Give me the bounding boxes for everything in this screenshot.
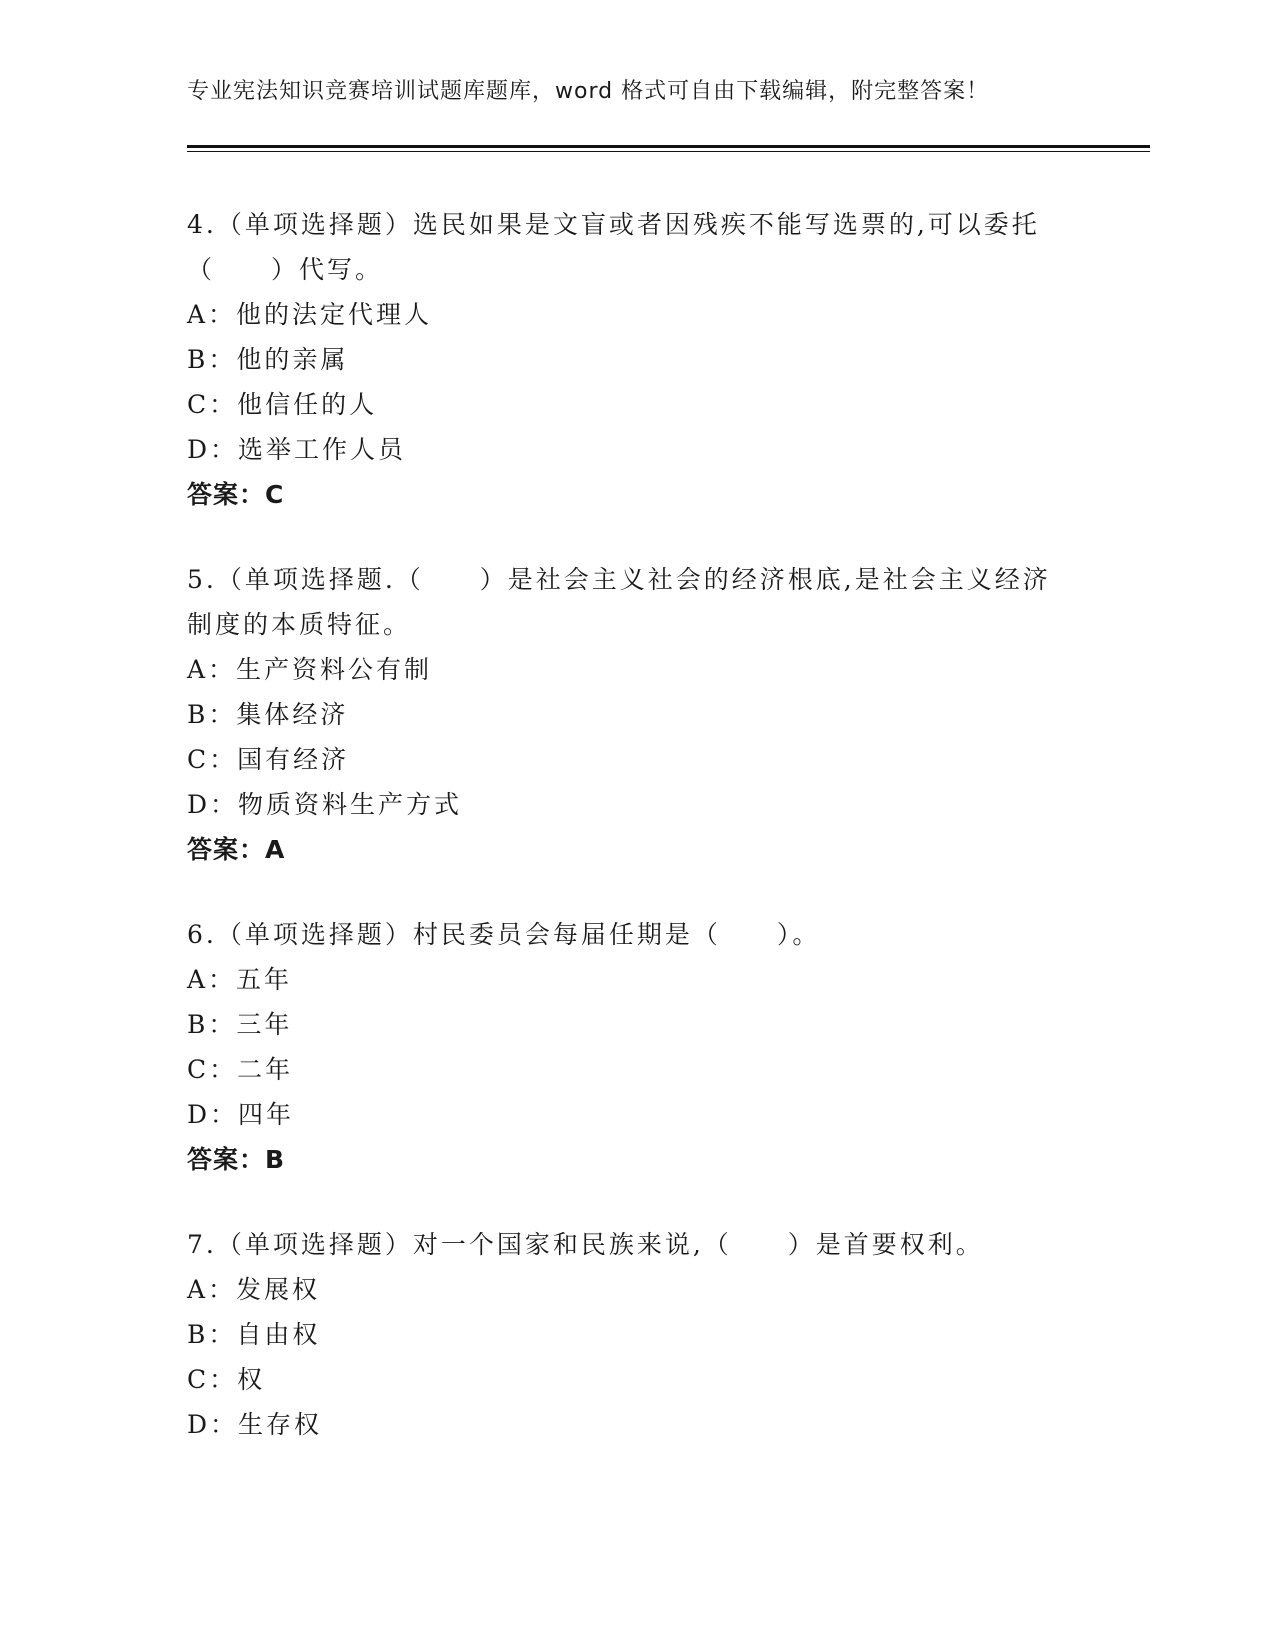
option-d: D：物质资料生产方式 [187, 790, 463, 819]
option-b: B：三年 [187, 1010, 293, 1039]
option-c: C：二年 [187, 1055, 294, 1084]
option-c: C：权 [187, 1365, 266, 1394]
answer: 答案：B [187, 1145, 286, 1174]
question-stem-continued: 制度的本质特征。 [187, 610, 412, 639]
option-d: D：四年 [187, 1100, 295, 1129]
option-a: A：五年 [187, 965, 293, 994]
option-d: D：生存权 [187, 1410, 323, 1439]
question-stem: 5.（单项选择题.（ ）是社会主义社会的经济根底,是社会主义经济 [187, 565, 1051, 594]
header-rule-thin [187, 151, 1150, 152]
option-a: A：生产资料公有制 [187, 655, 433, 684]
page-header: 专业宪法知识竞赛培训试题库题库，word 格式可自由下载编辑，附完整答案！ [187, 79, 990, 104]
header-rule-thick [187, 145, 1150, 148]
option-b: B：自由权 [187, 1320, 321, 1349]
answer: 答案：A [187, 835, 286, 864]
option-a: A：发展权 [187, 1275, 321, 1304]
question-stem: 7.（单项选择题）对一个国家和民族来说,（ ）是首要权利。 [187, 1230, 984, 1259]
option-a: A：他的法定代理人 [187, 300, 433, 329]
option-c: C：他信任的人 [187, 390, 378, 419]
option-b: B：他的亲属 [187, 345, 349, 374]
question-7 [187, 1222, 1087, 1447]
question-stem-continued: （ ）代写。 [187, 255, 384, 284]
question-4 [187, 202, 1087, 517]
option-c: C：国有经济 [187, 745, 350, 774]
question-stem: 6.（单项选择题）村民委员会每届任期是（ ）。 [187, 920, 821, 949]
question-stem: 4.（单项选择题）选民如果是文盲或者因残疾不能写选票的,可以委托 [187, 210, 1040, 239]
option-d: D：选举工作人员 [187, 435, 407, 464]
question-list [187, 202, 1087, 1487]
question-5 [187, 557, 1087, 872]
question-6 [187, 912, 1087, 1182]
answer: 答案：C [187, 480, 285, 509]
option-b: B：集体经济 [187, 700, 349, 729]
